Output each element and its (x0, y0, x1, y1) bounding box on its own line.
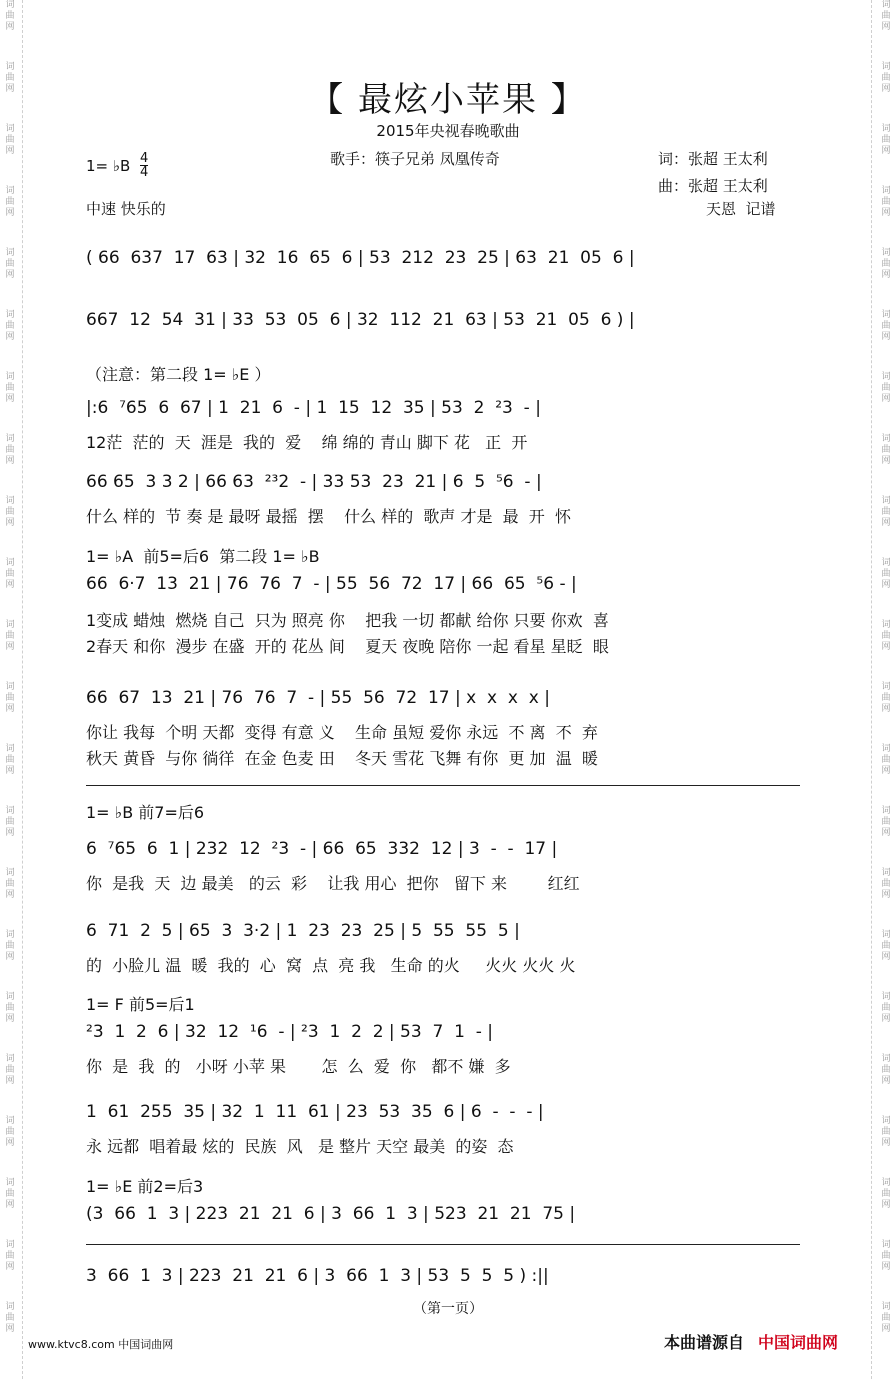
watermark-text: 词曲网 (881, 868, 891, 900)
tempo-marking: 中速 快乐的 (86, 200, 166, 218)
lyric-row: 永 远都 唱着最 炫的 民族 风 是 整片 天空 最美 的姿 态 (86, 1137, 514, 1156)
watermark-text: 词曲网 (5, 868, 15, 900)
song-title: 【 最炫小苹果 】 (309, 80, 587, 120)
watermark-text: 词曲网 (5, 682, 15, 714)
time-top: 4 (140, 151, 149, 166)
lyricist: 词：张超 王太利 (658, 150, 768, 168)
song-subtitle: 2015年央视春晚歌曲 (376, 122, 520, 140)
watermark-text: 词曲网 (881, 558, 891, 590)
watermark-text: 词曲网 (5, 1240, 15, 1272)
watermark-text: 词曲网 (5, 620, 15, 652)
watermark-right (878, 0, 894, 1379)
watermark-text: 词曲网 (5, 248, 15, 280)
watermark-text: 词曲网 (881, 434, 891, 466)
watermark-left (2, 0, 18, 1379)
watermark-text: 词曲网 (881, 372, 891, 404)
watermark-text: 词曲网 (881, 186, 891, 218)
watermark-text: 词曲网 (5, 372, 15, 404)
watermark-text: 词曲网 (5, 992, 15, 1024)
notation-row: |:6 ⁷65 6 67 | 1 21 6 - | 1 15 12 35 | 53 2 ²3 - | (86, 398, 541, 418)
watermark-text: 词曲网 (5, 434, 15, 466)
source-label: 本曲谱源自 (664, 1333, 745, 1352)
watermark-text: 词曲网 (881, 620, 891, 652)
notation-row: ( 66 637 17 63 | 32 16 65 6 | 53 212 23 25 | 63 21 05 6 | (86, 248, 635, 268)
time-signature (140, 152, 148, 179)
watermark-text: 词曲网 (5, 124, 15, 156)
watermark-text: 词曲网 (5, 1054, 15, 1086)
watermark-text: 词曲网 (881, 62, 891, 94)
section-line-1 (86, 785, 800, 786)
lyric-row: 1= ♭B 前7=后6 (86, 803, 205, 822)
notation-row: 1 61 255 35 | 32 1 11 61 | 23 53 35 6 | 6 - - - | (86, 1102, 544, 1122)
lyric-row: 1变成 蜡烛 燃烧 自己 只为 照亮 你 把我 一切 都献 给你 只要 你欢 喜 (86, 611, 609, 630)
section-line-2 (86, 1244, 800, 1245)
notation-row: 66 6·7 13 21 | 76 76 7 - | 55 56 72 17 | 66 65 ⁵6 - | (86, 574, 577, 594)
source-name: 中国词曲网 (758, 1333, 839, 1352)
watermark-text: 词曲网 (5, 310, 15, 342)
lyric-row: 你让 我每 个明 天都 变得 有意 义 生命 虽短 爱你 永远 不 离 不 弃 (86, 723, 598, 742)
lyric-row: 秋天 黄昏 与你 徜徉 在金 色麦 田 冬天 雪花 飞舞 有你 更 加 温 暖 (86, 749, 598, 768)
watermark-text: 词曲网 (881, 992, 891, 1024)
key-signature: 1= ♭B (86, 157, 131, 175)
notation-row: 66 67 13 21 | 76 76 7 - | 55 56 72 17 | x x x x | (86, 688, 550, 708)
watermark-text: 词曲网 (881, 1178, 891, 1210)
watermark-text: 词曲网 (5, 558, 15, 590)
watermark-text: 词曲网 (881, 806, 891, 838)
lyric-row: 1= ♭A 前5=后6 第二段 1= ♭B (86, 547, 320, 566)
lyric-row: 1= ♭E 前2=后3 (86, 1177, 204, 1196)
composer: 曲：张超 王太利 (658, 177, 768, 195)
watermark-text: 词曲网 (5, 496, 15, 528)
notation-row: 3 66 1 3 | 223 21 21 6 | 3 66 1 3 | 53 5 5 5 ) :|| (86, 1266, 549, 1286)
lyric-row: 12茫 茫的 天 涯是 我的 爱 绵 绵的 青山 脚下 花 正 开 (86, 433, 528, 452)
watermark-text: 词曲网 (5, 62, 15, 94)
watermark-text: 词曲网 (881, 496, 891, 528)
notation-row: 6 ⁷65 6 1 | 232 12 ²3 - | 66 65 332 12 | 3 - - 17 | (86, 839, 558, 859)
watermark-text: 词曲网 (881, 1302, 891, 1334)
footer-site: www.ktvc8.com 中国词曲网 (28, 1338, 174, 1351)
notation-row: (3 66 1 3 | 223 21 21 6 | 3 66 1 3 | 523 21 21 75 | (86, 1204, 576, 1224)
watermark-text: 词曲网 (881, 0, 891, 32)
page-number: （第一页） (413, 1301, 483, 1317)
watermark-text: 词曲网 (5, 930, 15, 962)
lyric-row: （注意：第二段 1= ♭E ） (86, 365, 271, 384)
watermark-text: 词曲网 (5, 806, 15, 838)
lyric-row: 什么 样的 节 奏 是 最呀 最摇 摆 什么 样的 歌声 才是 最 开 怀 (86, 507, 571, 526)
watermark-text: 词曲网 (881, 682, 891, 714)
transcriber: 天恩 记谱 (706, 200, 776, 218)
lyric-row: 你 是我 天 边 最美 的云 彩 让我 用心 把你 留下 来 红红 (86, 874, 580, 893)
watermark-text: 词曲网 (5, 744, 15, 776)
notation-row: 66 65 3 3 2 | 66 63 ²³2 - | 33 53 23 21 | 6 5 ⁵6 - | (86, 472, 542, 492)
notation-row: ²3 1 2 6 | 32 12 ¹6 - | ²3 1 2 2 | 53 7 1 - | (86, 1022, 494, 1042)
lyric-row: 你 是 我 的 小呀 小苹 果 怎 么 爱 你 都不 嫌 多 (86, 1057, 511, 1076)
watermark-text: 词曲网 (881, 1240, 891, 1272)
watermark-text: 词曲网 (5, 1302, 15, 1334)
singer: 歌手：筷子兄弟 凤凰传奇 (330, 150, 500, 168)
watermark-text: 词曲网 (881, 744, 891, 776)
time-bottom: 4 (140, 165, 149, 180)
watermark-text: 词曲网 (881, 310, 891, 342)
footer-source (664, 1330, 838, 1353)
lyric-row: 的 小脸儿 温 暖 我的 心 窝 点 亮 我 生命 的火 火火 火火 火 (86, 956, 576, 975)
notation-row: 6 71 2 5 | 65 3 3·2 | 1 23 23 25 | 5 55 55 5 | (86, 921, 520, 941)
notation-row: 667 12 54 31 | 33 53 05 6 | 32 112 21 63 | 53 21 05 6 ) | (86, 310, 635, 330)
watermark-text: 词曲网 (5, 186, 15, 218)
watermark-text: 词曲网 (881, 930, 891, 962)
watermark-text: 词曲网 (5, 1178, 15, 1210)
watermark-text: 词曲网 (881, 124, 891, 156)
watermark-text: 词曲网 (5, 0, 15, 32)
watermark-text: 词曲网 (881, 1116, 891, 1148)
lyric-row: 2春天 和你 漫步 在盛 开的 花丛 间 夏天 夜晚 陪你 一起 看星 星眨 眼 (86, 637, 609, 656)
watermark-text: 词曲网 (5, 1116, 15, 1148)
watermark-text: 词曲网 (881, 1054, 891, 1086)
lyric-row: 1= F 前5=后1 (86, 995, 195, 1014)
watermark-text: 词曲网 (881, 248, 891, 280)
